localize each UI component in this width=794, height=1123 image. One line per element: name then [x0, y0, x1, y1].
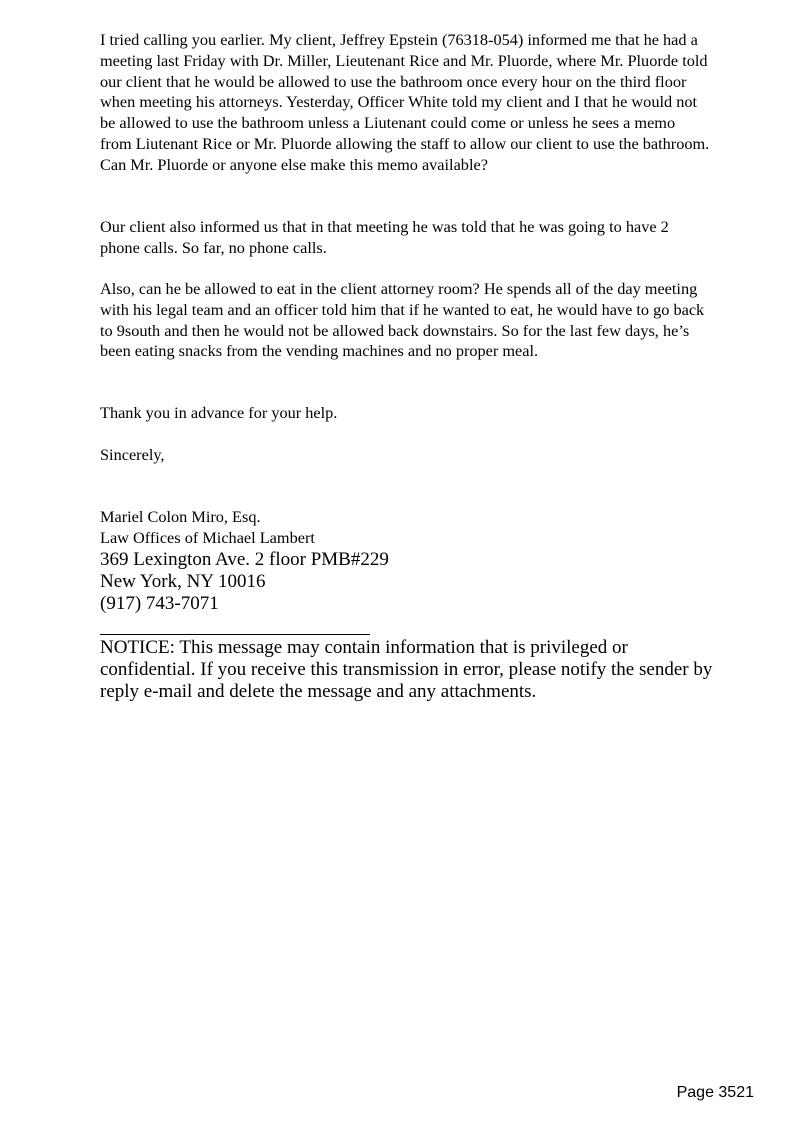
paragraph-meal-request: Also, can he be allowed to eat in the client attorney room? He spends all of the day meeting with his legal team and an officer told him that if he wanted to eat, he would have to go back to 9south and then he would not be allowed back downstairs. So for the last few days, he’s been eating snacks from the vending machines and no proper meal.: [100, 279, 705, 361]
paragraph-bathroom-request: I tried calling you earlier. My client, Jeffrey Epstein (76318-054) informed me that he had a meeting last Friday with Dr. Miller, Lieutenant Rice and Mr. Pluorde, where Mr. Pluorde told our client that he would be allowed to use the bathroom once every hour on the third floor when meeting his attorneys. Yesterday, Officer White told my client and I that he would not be allowed to use the bathroom unless a Liutenant could come or unless he sees a memo from Liutenant Rice or Mr. Pluorde allowing the staff to allow our client to use the bathroom. Can Mr. Pluorde or anyone else make this memo available?: [100, 30, 710, 174]
signer-city: New York, NY 10016: [100, 570, 266, 592]
closing-salutation: Sincerely,: [100, 445, 165, 464]
paragraph-thanks: Thank you in advance for your help.: [100, 403, 338, 422]
signature-divider: [100, 634, 370, 635]
signer-address: 369 Lexington Ave. 2 floor PMB#229: [100, 548, 389, 570]
confidentiality-notice: NOTICE: This message may contain information that is privileged or confidential. If you receive this transmission in error, please notify the sender by reply e-mail and delete the message and any attachments.: [100, 637, 713, 702]
page-number: Page 3521: [676, 1084, 754, 1101]
signer-firm: Law Offices of Michael Lambert: [100, 527, 315, 547]
signer-name: Mariel Colon Miro, Esq.: [100, 507, 261, 526]
paragraph-phone-calls: Our client also informed us that in that meeting he was told that he was going to have 2 phone calls. So far, no phone calls.: [100, 217, 669, 257]
signer-phone: (917) 743-7071: [100, 592, 219, 614]
signature-block: [100, 507, 720, 615]
